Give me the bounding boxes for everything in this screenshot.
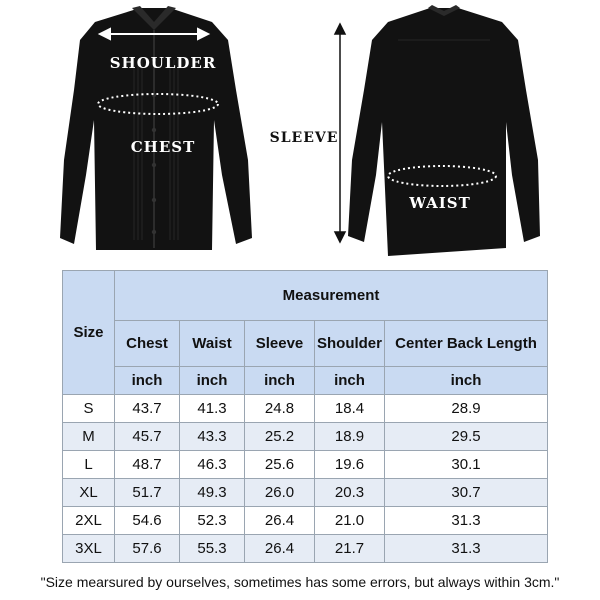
shirt-back-illustration [348, 5, 540, 256]
waist-cell: 49.3 [180, 479, 245, 507]
measurement-header-row [63, 271, 548, 321]
table-row [63, 507, 548, 535]
waist-cell: 52.3 [180, 507, 245, 535]
waist-cell: 46.3 [180, 451, 245, 479]
unit-center-back-length: inch [385, 367, 548, 395]
sleeve-cell: 25.6 [245, 451, 315, 479]
measurement-header: Measurement [115, 271, 548, 321]
center-back-length-cell: 28.9 [385, 395, 548, 423]
sleeve-label: SLEEVE [269, 130, 339, 146]
column-header-waist: Waist [180, 321, 245, 367]
unit-chest: inch [115, 367, 180, 395]
size-cell: M [63, 423, 115, 451]
size-cell: 2XL [63, 507, 115, 535]
size-disclaimer-note: "Size mearsured by ourselves, sometimes has some errors, but always within 3cm." [40, 574, 560, 590]
shoulder-cell: 18.4 [315, 395, 385, 423]
chest-cell: 45.7 [115, 423, 180, 451]
chest-cell: 51.7 [115, 479, 180, 507]
center-back-length-cell: 29.5 [385, 423, 548, 451]
shoulder-label: SHOULDER [109, 54, 217, 72]
unit-sleeve: inch [245, 367, 315, 395]
chest-cell: 57.6 [115, 535, 180, 563]
sleeve-cell: 26.0 [245, 479, 315, 507]
table-row [63, 451, 548, 479]
size-cell: 3XL [63, 535, 115, 563]
table-row [63, 395, 548, 423]
sleeve-cell: 24.8 [245, 395, 315, 423]
table-row [63, 423, 548, 451]
column-header-chest: Chest [115, 321, 180, 367]
center-back-length-cell: 30.1 [385, 451, 548, 479]
waist-cell: 41.3 [180, 395, 245, 423]
size-cell: L [63, 451, 115, 479]
column-header-sleeve: Sleeve [245, 321, 315, 367]
column-header-center-back-length: Center Back Length [385, 321, 548, 367]
shoulder-cell: 21.0 [315, 507, 385, 535]
waist-cell: 55.3 [180, 535, 245, 563]
center-back-length-cell: 31.3 [385, 535, 548, 563]
unit-row [63, 367, 548, 395]
size-column-header: Size [63, 271, 115, 395]
column-header-row [63, 321, 548, 367]
shirt-measurement-diagram [0, 0, 600, 268]
shoulder-cell: 18.9 [315, 423, 385, 451]
size-cell: XL [63, 479, 115, 507]
chest-cell: 54.6 [115, 507, 180, 535]
unit-shoulder: inch [315, 367, 385, 395]
center-back-length-cell: 30.7 [385, 479, 548, 507]
waist-label: WAIST [409, 194, 471, 212]
table-row [63, 479, 548, 507]
chest-cell: 43.7 [115, 395, 180, 423]
sleeve-cell: 26.4 [245, 507, 315, 535]
shoulder-cell: 21.7 [315, 535, 385, 563]
chest-label: CHEST [130, 138, 196, 156]
table-row [63, 535, 548, 563]
shoulder-cell: 19.6 [315, 451, 385, 479]
waist-cell: 43.3 [180, 423, 245, 451]
sleeve-cell: 25.2 [245, 423, 315, 451]
size-chart-table [62, 270, 548, 563]
size-cell: S [63, 395, 115, 423]
center-back-length-cell: 31.3 [385, 507, 548, 535]
shirt-front-illustration [60, 6, 252, 250]
shoulder-cell: 20.3 [315, 479, 385, 507]
column-header-shoulder: Shoulder [315, 321, 385, 367]
unit-waist: inch [180, 367, 245, 395]
sleeve-cell: 26.4 [245, 535, 315, 563]
chest-cell: 48.7 [115, 451, 180, 479]
